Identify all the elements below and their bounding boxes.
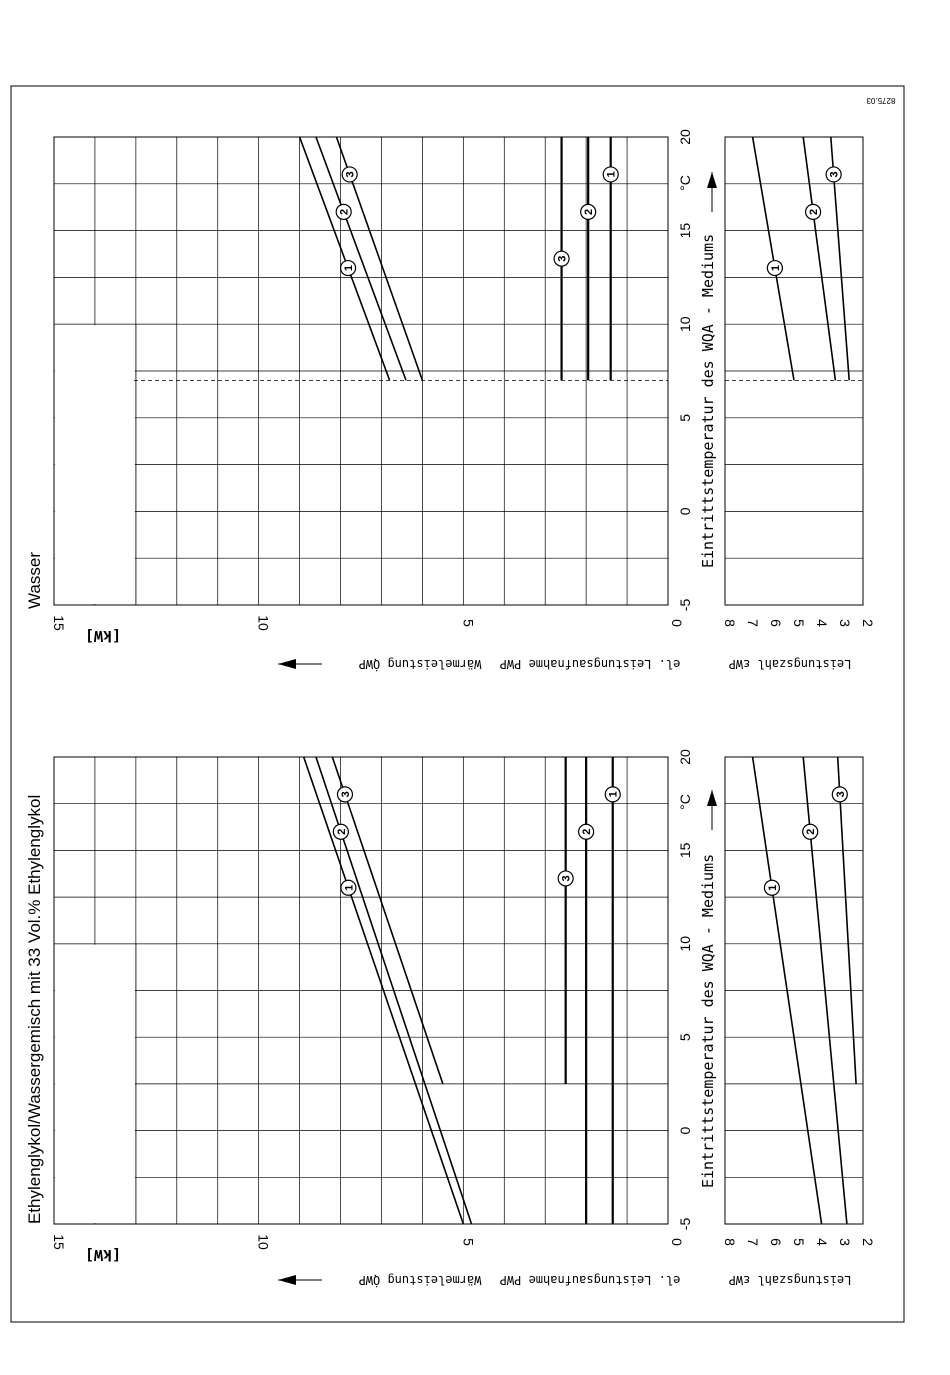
cop-tick-label: 5 xyxy=(791,619,807,627)
chart-title: Ethylenglykol/Wassergemisch mit 33 Vol.% Ethylenglykol xyxy=(25,794,44,1224)
y-tick-label: 10 xyxy=(255,615,272,631)
series-heat-2 xyxy=(316,137,406,380)
cop-tick-label: 3 xyxy=(837,1238,853,1246)
x-tick-label: 0 xyxy=(677,1126,693,1135)
x-tick-label: 20 xyxy=(677,129,693,145)
chart-wasser xyxy=(25,129,876,672)
y-axis-direction-arrow xyxy=(278,1275,322,1285)
cop-tick-label: 7 xyxy=(745,1238,761,1246)
y-tick-label: 0 xyxy=(669,1238,685,1246)
e-axis-label: Leistungszahl εWP xyxy=(728,657,852,671)
p-axis-label: el. Leistungsaufnahme PWP xyxy=(499,657,681,671)
x-tick-label: 5 xyxy=(677,413,693,422)
series-marker-label: 1 xyxy=(343,264,356,272)
series-cop-1 xyxy=(753,137,794,380)
y-tick-label: 5 xyxy=(460,619,477,627)
x-axis-arrow xyxy=(707,172,717,212)
y-tick-label: 5 xyxy=(460,1238,477,1246)
cop-tick-label: 4 xyxy=(814,1238,830,1246)
chart-title: Wasser xyxy=(25,552,44,609)
x-tick-label: 0 xyxy=(677,507,693,516)
y-tick-label: 10 xyxy=(255,1234,272,1250)
x-tick-label: 20 xyxy=(677,749,693,765)
series-marker-label: 1 xyxy=(769,264,782,272)
x-axis-unit: °C xyxy=(677,175,693,191)
y-tick-label: 0 xyxy=(669,619,685,627)
series-heat-3 xyxy=(332,757,443,1084)
e-axis-label: Leistungszahl εWP xyxy=(728,1273,852,1287)
series-marker-label: 3 xyxy=(339,791,352,798)
y-axis-unit: [kW] xyxy=(84,1246,122,1264)
series-marker-label: 2 xyxy=(583,208,596,215)
chart-ethylenglykol xyxy=(25,749,876,1288)
plot-area xyxy=(51,129,876,631)
series-marker-label: 2 xyxy=(338,208,351,215)
cop-tick-label: 2 xyxy=(860,1238,876,1246)
series-marker-label: 1 xyxy=(607,791,620,798)
series-marker-label: 1 xyxy=(766,884,779,891)
series-marker-label: 2 xyxy=(805,828,818,835)
cop-tick-label: 8 xyxy=(722,619,738,627)
x-tick-label: -5 xyxy=(677,598,693,612)
cop-tick-label: 5 xyxy=(791,1238,807,1246)
q-axis-label: Wärmeleistung Q̇WP xyxy=(358,657,482,671)
x-axis-arrow xyxy=(707,790,717,830)
series-marker-label: 3 xyxy=(834,791,847,798)
x-tick-label: 10 xyxy=(677,316,693,332)
series-marker-label: 3 xyxy=(828,171,841,178)
series-marker-label: 2 xyxy=(335,828,348,835)
series-cop-3 xyxy=(838,757,856,1084)
q-axis-label: Wärmeleistung Q̇WP xyxy=(358,1273,482,1287)
legend-box xyxy=(55,325,135,604)
cop-tick-label: 8 xyxy=(722,1238,738,1246)
x-tick-label: -5 xyxy=(677,1217,693,1231)
cop-tick-label: 7 xyxy=(745,619,761,627)
x-tick-label: 10 xyxy=(677,936,693,952)
x-tick-label: 15 xyxy=(677,842,693,859)
series-marker-label: 3 xyxy=(556,255,569,262)
series-marker-label: 3 xyxy=(344,171,357,178)
x-tick-label: 5 xyxy=(677,1033,693,1042)
cop-tick-label: 3 xyxy=(837,619,853,627)
y-axis-direction-arrow xyxy=(278,659,322,669)
x-axis-unit: °C xyxy=(677,794,693,810)
series-marker-label: 3 xyxy=(560,875,573,882)
cop-tick-label: 6 xyxy=(768,1238,784,1246)
legend-box xyxy=(55,945,135,1223)
x-axis-label: Eintrittstemperatur des WQA - Mediums xyxy=(699,233,717,568)
x-tick-label: 15 xyxy=(677,222,693,239)
p-axis-label: el. Leistungsaufnahme PWP xyxy=(499,1273,681,1287)
y-tick-label: 15 xyxy=(51,1234,67,1250)
document-code: 8275.03 xyxy=(866,96,896,105)
y-tick-label: 15 xyxy=(51,615,67,631)
cop-tick-label: 4 xyxy=(814,619,830,627)
series-marker-label: 2 xyxy=(581,828,594,835)
series-marker-label: 1 xyxy=(343,884,356,891)
series-marker-label: 1 xyxy=(605,171,618,178)
cop-tick-label: 6 xyxy=(768,619,784,627)
cop-tick-label: 2 xyxy=(860,619,876,627)
y-axis-unit: [kW] xyxy=(84,627,122,645)
series-marker-label: 2 xyxy=(808,208,821,215)
x-axis-label: Eintrittstemperatur des WQA - Mediums xyxy=(699,853,717,1188)
plot-area xyxy=(51,749,876,1250)
